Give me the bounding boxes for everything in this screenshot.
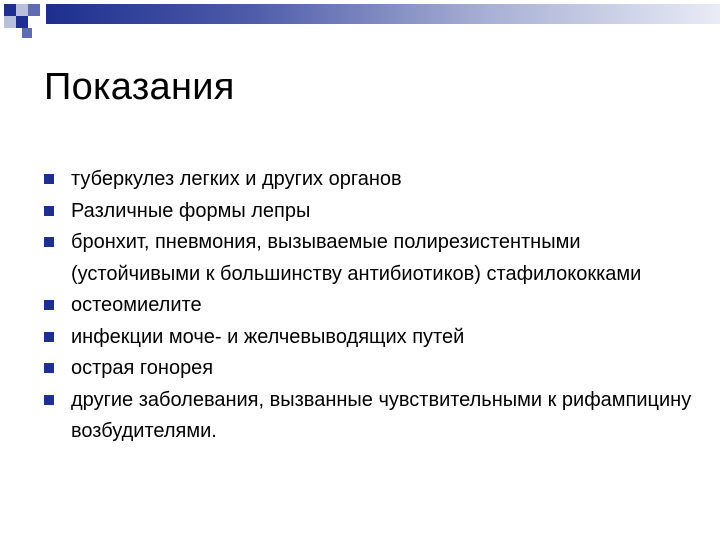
list-item [44,353,704,385]
corner-square-light-2 [4,16,16,28]
corner-square-light [16,4,28,16]
list-item [44,196,704,228]
square-bullet-icon [44,395,54,405]
square-bullet-icon [44,174,54,184]
corner-square-mid-2 [22,28,32,38]
list-item [44,322,704,354]
list-item-text: инфекции моче- и желчевыводящих путей [71,325,465,348]
corner-square-dark-2 [16,16,28,28]
list-item-text: другие заболевания, вызванные чувствительными к рифампицину возбудителями. [71,388,692,442]
corner-square-mid [28,4,40,16]
indications-list [44,164,704,448]
list-item [44,385,704,448]
square-bullet-icon [44,332,54,342]
list-item [44,164,704,196]
square-bullet-icon [44,363,54,373]
list-item-text: острая гонорея [71,357,214,379]
slide-title: Показания [44,66,235,108]
square-bullet-icon [44,300,54,310]
corner-square-dark [4,4,16,16]
list-item-text: туберкулез легких и других органов [71,168,402,190]
list-item-text: Различные формы лепры [71,199,311,222]
list-item [44,227,704,290]
list-item-text: бронхит, пневмония, вызываемые полирезистентными (устойчивыми к большинству антибиотиков) стафилококками [71,231,642,285]
header-gradient-bar [46,4,720,24]
square-bullet-icon [44,237,54,247]
list-item-text: остеомиелите [71,294,202,316]
list-item [44,290,704,322]
square-bullet-icon [44,206,54,216]
